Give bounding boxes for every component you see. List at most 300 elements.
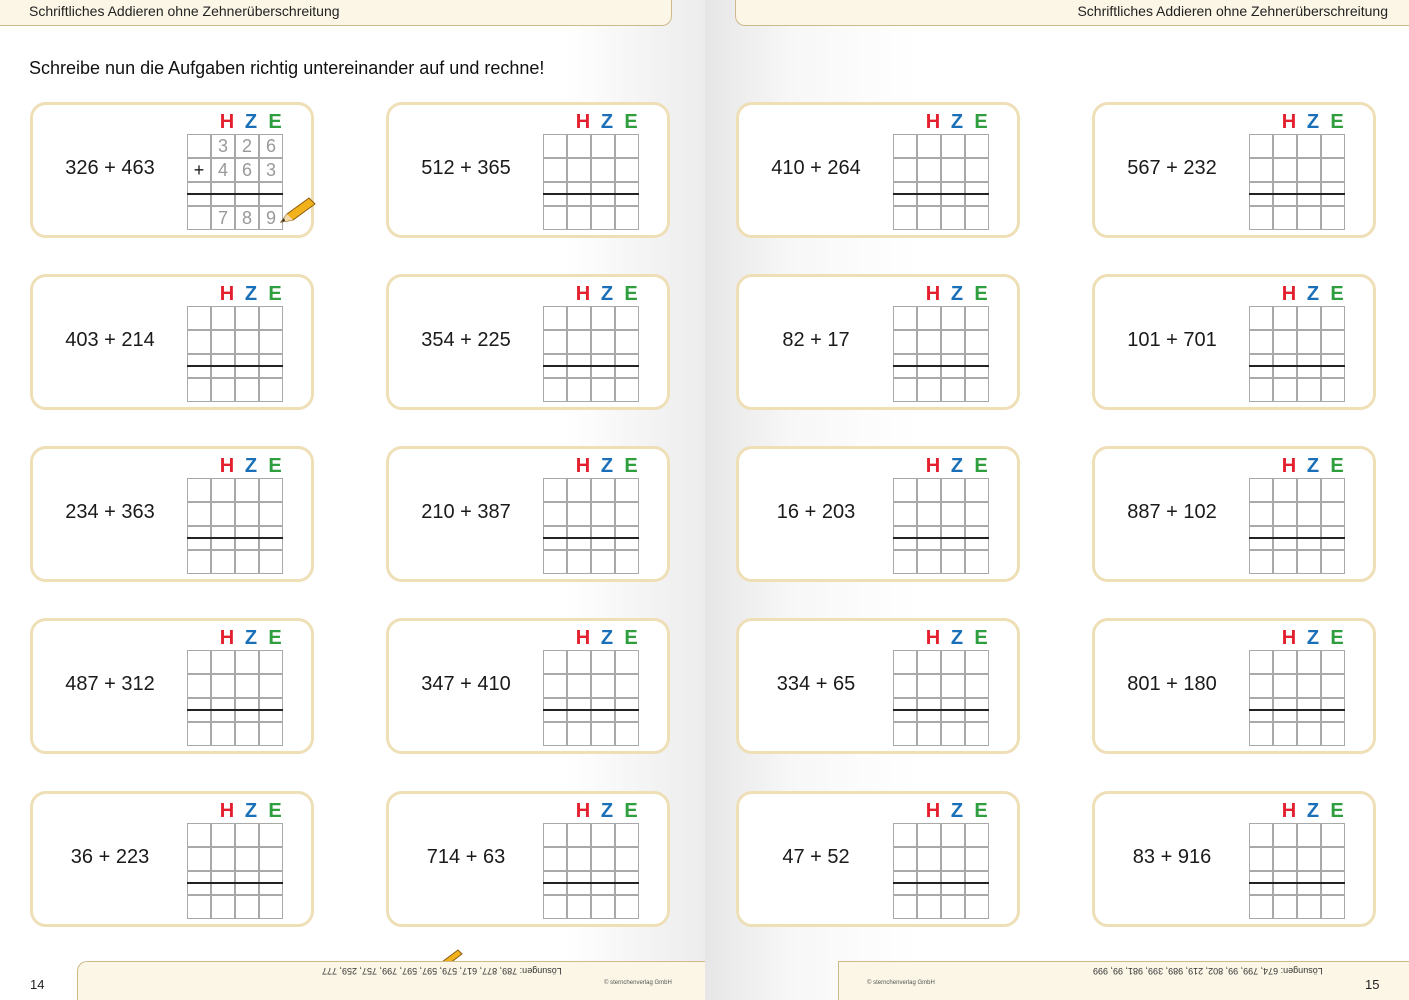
grid-cell[interactable]: 3 xyxy=(259,158,283,182)
grid-cell[interactable] xyxy=(917,710,941,722)
grid-cell[interactable] xyxy=(543,823,567,847)
grid-cell[interactable]: 6 xyxy=(259,134,283,158)
grid-cell[interactable] xyxy=(893,847,917,871)
grid-cell[interactable] xyxy=(259,895,283,919)
grid-cell[interactable] xyxy=(591,550,615,574)
grid-cell[interactable] xyxy=(893,158,917,182)
grid-cell[interactable] xyxy=(259,883,283,895)
grid-cell[interactable] xyxy=(187,502,211,526)
grid-cell[interactable] xyxy=(615,550,639,574)
grid-cell[interactable] xyxy=(1249,823,1273,847)
grid-cell[interactable] xyxy=(1273,378,1297,402)
grid-cell[interactable] xyxy=(187,206,211,230)
grid-cell[interactable] xyxy=(1321,158,1345,182)
grid-cell[interactable] xyxy=(1249,158,1273,182)
grid-cell[interactable] xyxy=(1249,206,1273,230)
grid-cell[interactable] xyxy=(893,378,917,402)
grid-cell[interactable] xyxy=(1297,330,1321,354)
grid-cell[interactable] xyxy=(259,550,283,574)
grid-cell[interactable] xyxy=(893,883,917,895)
grid-cell[interactable] xyxy=(1321,895,1345,919)
grid-cell[interactable] xyxy=(965,538,989,550)
grid-cell[interactable] xyxy=(567,722,591,746)
grid-cell[interactable] xyxy=(543,883,567,895)
grid-cell[interactable] xyxy=(917,134,941,158)
grid-cell[interactable] xyxy=(965,158,989,182)
grid-cell[interactable] xyxy=(1273,330,1297,354)
grid-cell[interactable] xyxy=(591,895,615,919)
grid-cell[interactable] xyxy=(941,378,965,402)
grid-cell[interactable] xyxy=(893,206,917,230)
grid-cell[interactable] xyxy=(1297,550,1321,574)
grid-cell[interactable] xyxy=(1297,306,1321,330)
grid-cell[interactable] xyxy=(893,823,917,847)
grid-cell[interactable] xyxy=(615,206,639,230)
grid-cell[interactable] xyxy=(543,502,567,526)
grid-cell[interactable] xyxy=(893,538,917,550)
grid-cell[interactable] xyxy=(211,823,235,847)
grid-cell[interactable] xyxy=(211,710,235,722)
grid-cell[interactable] xyxy=(917,306,941,330)
grid-cell[interactable] xyxy=(1249,194,1273,206)
grid-cell[interactable] xyxy=(1297,478,1321,502)
grid-cell[interactable] xyxy=(567,538,591,550)
grid-cell[interactable] xyxy=(211,722,235,746)
grid-cell[interactable] xyxy=(591,378,615,402)
grid-cell[interactable] xyxy=(259,502,283,526)
grid-cell[interactable] xyxy=(1273,823,1297,847)
grid-cell[interactable] xyxy=(211,847,235,871)
grid-cell[interactable]: 6 xyxy=(235,158,259,182)
grid-cell[interactable] xyxy=(1321,502,1345,526)
grid-cell[interactable] xyxy=(941,206,965,230)
grid-cell[interactable] xyxy=(893,502,917,526)
grid-cell[interactable] xyxy=(615,823,639,847)
grid-cell[interactable] xyxy=(615,847,639,871)
grid-cell[interactable] xyxy=(1249,502,1273,526)
grid-cell[interactable] xyxy=(1297,378,1321,402)
grid-cell[interactable] xyxy=(965,710,989,722)
grid-cell[interactable] xyxy=(615,502,639,526)
grid-cell[interactable] xyxy=(1297,134,1321,158)
grid-cell[interactable] xyxy=(917,378,941,402)
grid-cell[interactable] xyxy=(259,650,283,674)
grid-cell[interactable] xyxy=(615,366,639,378)
grid-cell[interactable] xyxy=(965,478,989,502)
grid-cell[interactable] xyxy=(615,895,639,919)
grid-cell[interactable] xyxy=(1249,895,1273,919)
grid-cell[interactable] xyxy=(615,134,639,158)
grid-cell[interactable] xyxy=(941,550,965,574)
grid-cell[interactable] xyxy=(567,650,591,674)
grid-cell[interactable] xyxy=(567,378,591,402)
grid-cell[interactable] xyxy=(259,722,283,746)
grid-cell[interactable]: + xyxy=(187,158,211,182)
grid-cell[interactable] xyxy=(917,883,941,895)
grid-cell[interactable] xyxy=(615,158,639,182)
grid-cell[interactable] xyxy=(893,366,917,378)
grid-cell[interactable] xyxy=(965,378,989,402)
grid-cell[interactable] xyxy=(543,378,567,402)
grid-cell[interactable] xyxy=(893,306,917,330)
grid-cell[interactable] xyxy=(941,823,965,847)
grid-cell[interactable] xyxy=(259,823,283,847)
grid-cell[interactable] xyxy=(211,650,235,674)
grid-cell[interactable] xyxy=(917,538,941,550)
grid-cell[interactable] xyxy=(259,538,283,550)
grid-cell[interactable] xyxy=(1321,134,1345,158)
grid-cell[interactable] xyxy=(965,674,989,698)
grid-cell[interactable] xyxy=(543,847,567,871)
grid-cell[interactable] xyxy=(567,710,591,722)
grid-cell[interactable] xyxy=(259,306,283,330)
grid-cell[interactable] xyxy=(591,847,615,871)
grid-cell[interactable] xyxy=(941,502,965,526)
grid-cell[interactable] xyxy=(1249,330,1273,354)
grid-cell[interactable] xyxy=(1297,674,1321,698)
grid-cell[interactable] xyxy=(591,206,615,230)
grid-cell[interactable] xyxy=(591,710,615,722)
grid-cell[interactable] xyxy=(567,883,591,895)
grid-cell[interactable] xyxy=(917,895,941,919)
grid-cell[interactable] xyxy=(543,550,567,574)
grid-cell[interactable] xyxy=(591,538,615,550)
grid-cell[interactable] xyxy=(211,883,235,895)
grid-cell[interactable] xyxy=(965,194,989,206)
grid-cell[interactable] xyxy=(965,823,989,847)
grid-cell[interactable] xyxy=(615,650,639,674)
grid-cell[interactable] xyxy=(941,330,965,354)
grid-cell[interactable] xyxy=(615,538,639,550)
grid-cell[interactable] xyxy=(187,650,211,674)
grid-cell[interactable] xyxy=(591,158,615,182)
grid-cell[interactable] xyxy=(187,330,211,354)
grid-cell[interactable] xyxy=(615,674,639,698)
grid-cell[interactable] xyxy=(187,134,211,158)
grid-cell[interactable] xyxy=(591,134,615,158)
grid-cell[interactable] xyxy=(1321,710,1345,722)
grid-cell[interactable] xyxy=(1249,378,1273,402)
grid-cell[interactable] xyxy=(917,550,941,574)
grid-cell[interactable] xyxy=(1297,366,1321,378)
grid-cell[interactable] xyxy=(615,710,639,722)
grid-cell[interactable] xyxy=(941,722,965,746)
grid-cell[interactable] xyxy=(917,847,941,871)
grid-cell[interactable] xyxy=(543,306,567,330)
grid-cell[interactable] xyxy=(1297,158,1321,182)
grid-cell[interactable] xyxy=(1273,550,1297,574)
grid-cell[interactable] xyxy=(1321,847,1345,871)
grid-cell[interactable] xyxy=(1249,650,1273,674)
grid-cell[interactable] xyxy=(187,823,211,847)
grid-cell[interactable] xyxy=(941,710,965,722)
grid-cell[interactable] xyxy=(1273,722,1297,746)
grid-cell[interactable] xyxy=(1297,194,1321,206)
grid-cell[interactable] xyxy=(543,206,567,230)
grid-cell[interactable] xyxy=(1249,366,1273,378)
grid-cell[interactable] xyxy=(965,502,989,526)
grid-cell[interactable] xyxy=(615,478,639,502)
grid-cell[interactable] xyxy=(1249,722,1273,746)
grid-cell[interactable] xyxy=(567,478,591,502)
grid-cell[interactable] xyxy=(187,478,211,502)
grid-cell[interactable] xyxy=(941,883,965,895)
grid-cell[interactable] xyxy=(543,674,567,698)
grid-cell[interactable] xyxy=(1249,478,1273,502)
grid-cell[interactable] xyxy=(211,550,235,574)
grid-cell[interactable] xyxy=(567,330,591,354)
grid-cell[interactable] xyxy=(1249,550,1273,574)
grid-cell[interactable] xyxy=(591,823,615,847)
grid-cell[interactable] xyxy=(235,847,259,871)
grid-cell[interactable] xyxy=(917,674,941,698)
grid-cell[interactable] xyxy=(187,194,211,206)
grid-cell[interactable] xyxy=(1273,478,1297,502)
grid-cell[interactable] xyxy=(1321,330,1345,354)
grid-cell[interactable] xyxy=(567,134,591,158)
grid-cell[interactable]: 2 xyxy=(235,134,259,158)
grid-cell[interactable] xyxy=(917,722,941,746)
grid-cell[interactable] xyxy=(591,194,615,206)
grid-cell[interactable] xyxy=(1273,650,1297,674)
grid-cell[interactable] xyxy=(893,710,917,722)
grid-cell[interactable] xyxy=(941,478,965,502)
grid-cell[interactable]: 7 xyxy=(211,206,235,230)
grid-cell[interactable] xyxy=(1249,710,1273,722)
grid-cell[interactable] xyxy=(965,883,989,895)
grid-cell[interactable] xyxy=(1297,895,1321,919)
grid-cell[interactable] xyxy=(965,550,989,574)
grid-cell[interactable] xyxy=(543,330,567,354)
grid-cell[interactable] xyxy=(591,650,615,674)
grid-cell[interactable] xyxy=(235,674,259,698)
grid-cell[interactable] xyxy=(591,502,615,526)
grid-cell[interactable] xyxy=(211,194,235,206)
grid-cell[interactable] xyxy=(591,722,615,746)
grid-cell[interactable] xyxy=(235,883,259,895)
grid-cell[interactable] xyxy=(187,306,211,330)
grid-cell[interactable] xyxy=(211,674,235,698)
grid-cell[interactable] xyxy=(211,538,235,550)
grid-cell[interactable] xyxy=(965,330,989,354)
grid-cell[interactable] xyxy=(1273,674,1297,698)
grid-cell[interactable] xyxy=(543,134,567,158)
grid-cell[interactable] xyxy=(941,306,965,330)
grid-cell[interactable]: 3 xyxy=(211,134,235,158)
grid-cell[interactable] xyxy=(187,538,211,550)
grid-cell[interactable] xyxy=(1321,206,1345,230)
grid-cell[interactable] xyxy=(965,847,989,871)
grid-cell[interactable] xyxy=(1297,650,1321,674)
grid-cell[interactable] xyxy=(1249,847,1273,871)
grid-cell[interactable] xyxy=(917,158,941,182)
grid-cell[interactable] xyxy=(211,378,235,402)
grid-cell[interactable] xyxy=(235,710,259,722)
grid-cell[interactable] xyxy=(235,306,259,330)
grid-cell[interactable] xyxy=(1273,306,1297,330)
grid-cell[interactable] xyxy=(941,158,965,182)
grid-cell[interactable] xyxy=(567,847,591,871)
grid-cell[interactable] xyxy=(235,550,259,574)
grid-cell[interactable] xyxy=(965,650,989,674)
grid-cell[interactable] xyxy=(965,206,989,230)
grid-cell[interactable] xyxy=(1321,194,1345,206)
grid-cell[interactable] xyxy=(615,883,639,895)
grid-cell[interactable] xyxy=(235,478,259,502)
grid-cell[interactable] xyxy=(893,895,917,919)
grid-cell[interactable] xyxy=(187,722,211,746)
grid-cell[interactable] xyxy=(1321,538,1345,550)
grid-cell[interactable] xyxy=(187,366,211,378)
grid-cell[interactable] xyxy=(917,502,941,526)
grid-cell[interactable] xyxy=(543,538,567,550)
grid-cell[interactable] xyxy=(1273,883,1297,895)
grid-cell[interactable] xyxy=(1321,722,1345,746)
grid-cell[interactable] xyxy=(917,823,941,847)
grid-cell[interactable] xyxy=(567,502,591,526)
grid-cell[interactable] xyxy=(543,722,567,746)
grid-cell[interactable] xyxy=(591,366,615,378)
grid-cell[interactable] xyxy=(1297,206,1321,230)
grid-cell[interactable] xyxy=(1321,366,1345,378)
grid-cell[interactable] xyxy=(567,306,591,330)
grid-cell[interactable] xyxy=(965,306,989,330)
grid-cell[interactable] xyxy=(187,674,211,698)
grid-cell[interactable] xyxy=(235,330,259,354)
grid-cell[interactable] xyxy=(917,330,941,354)
grid-cell[interactable] xyxy=(567,550,591,574)
grid-cell[interactable] xyxy=(259,710,283,722)
grid-cell[interactable] xyxy=(615,194,639,206)
grid-cell[interactable] xyxy=(1249,538,1273,550)
grid-cell[interactable] xyxy=(893,550,917,574)
grid-cell[interactable] xyxy=(1321,883,1345,895)
grid-cell[interactable] xyxy=(893,194,917,206)
grid-cell[interactable] xyxy=(1249,306,1273,330)
grid-cell[interactable] xyxy=(1273,502,1297,526)
grid-cell[interactable] xyxy=(941,895,965,919)
grid-cell[interactable] xyxy=(1297,847,1321,871)
grid-cell[interactable] xyxy=(1273,366,1297,378)
grid-cell[interactable] xyxy=(235,823,259,847)
grid-cell[interactable] xyxy=(1321,478,1345,502)
grid-cell[interactable] xyxy=(941,366,965,378)
grid-cell[interactable] xyxy=(1273,158,1297,182)
grid-cell[interactable] xyxy=(1321,823,1345,847)
grid-cell[interactable] xyxy=(259,674,283,698)
grid-cell[interactable] xyxy=(965,895,989,919)
grid-cell[interactable] xyxy=(211,330,235,354)
grid-cell[interactable] xyxy=(893,134,917,158)
grid-cell[interactable] xyxy=(259,366,283,378)
grid-cell[interactable] xyxy=(187,883,211,895)
grid-cell[interactable] xyxy=(211,366,235,378)
grid-cell[interactable] xyxy=(543,650,567,674)
grid-cell[interactable] xyxy=(941,674,965,698)
grid-cell[interactable] xyxy=(187,550,211,574)
grid-cell[interactable] xyxy=(211,895,235,919)
grid-cell[interactable] xyxy=(893,330,917,354)
grid-cell[interactable] xyxy=(235,366,259,378)
grid-cell[interactable] xyxy=(591,883,615,895)
grid-cell[interactable] xyxy=(235,895,259,919)
grid-cell[interactable] xyxy=(917,366,941,378)
grid-cell[interactable] xyxy=(941,194,965,206)
grid-cell[interactable] xyxy=(1297,883,1321,895)
grid-cell[interactable] xyxy=(543,895,567,919)
grid-cell[interactable] xyxy=(1297,823,1321,847)
grid-cell[interactable] xyxy=(567,194,591,206)
grid-cell[interactable] xyxy=(591,674,615,698)
grid-cell[interactable] xyxy=(1297,710,1321,722)
grid-cell[interactable] xyxy=(235,502,259,526)
grid-cell[interactable] xyxy=(187,378,211,402)
grid-cell[interactable] xyxy=(941,847,965,871)
grid-cell[interactable] xyxy=(235,378,259,402)
grid-cell[interactable] xyxy=(259,330,283,354)
grid-cell[interactable]: 9 xyxy=(259,206,283,230)
grid-cell[interactable] xyxy=(615,722,639,746)
grid-cell[interactable] xyxy=(567,674,591,698)
grid-cell[interactable] xyxy=(893,674,917,698)
grid-cell[interactable] xyxy=(187,710,211,722)
grid-cell[interactable] xyxy=(893,478,917,502)
grid-cell[interactable] xyxy=(893,650,917,674)
grid-cell[interactable] xyxy=(1321,674,1345,698)
grid-cell[interactable] xyxy=(965,722,989,746)
grid-cell[interactable] xyxy=(187,847,211,871)
grid-cell[interactable] xyxy=(615,378,639,402)
grid-cell[interactable] xyxy=(187,895,211,919)
grid-cell[interactable] xyxy=(543,478,567,502)
grid-cell[interactable] xyxy=(259,478,283,502)
grid-cell[interactable] xyxy=(1249,134,1273,158)
grid-cell[interactable] xyxy=(1249,883,1273,895)
grid-cell[interactable] xyxy=(591,478,615,502)
grid-cell[interactable] xyxy=(941,134,965,158)
grid-cell[interactable] xyxy=(591,330,615,354)
grid-cell[interactable]: 8 xyxy=(235,206,259,230)
grid-cell[interactable] xyxy=(567,158,591,182)
grid-cell[interactable] xyxy=(235,722,259,746)
grid-cell[interactable] xyxy=(567,206,591,230)
grid-cell[interactable] xyxy=(235,194,259,206)
grid-cell[interactable] xyxy=(1297,502,1321,526)
grid-cell[interactable] xyxy=(917,650,941,674)
grid-cell[interactable] xyxy=(917,194,941,206)
grid-cell[interactable] xyxy=(567,366,591,378)
grid-cell[interactable] xyxy=(235,650,259,674)
grid-cell[interactable] xyxy=(259,378,283,402)
grid-cell[interactable] xyxy=(1297,538,1321,550)
grid-cell[interactable] xyxy=(1249,674,1273,698)
grid-cell[interactable] xyxy=(965,134,989,158)
grid-cell[interactable] xyxy=(1273,710,1297,722)
grid-cell[interactable] xyxy=(941,538,965,550)
grid-cell[interactable] xyxy=(211,478,235,502)
grid-cell[interactable] xyxy=(965,366,989,378)
grid-cell[interactable] xyxy=(615,330,639,354)
grid-cell[interactable] xyxy=(1321,650,1345,674)
grid-cell[interactable] xyxy=(567,823,591,847)
grid-cell[interactable] xyxy=(543,194,567,206)
grid-cell[interactable] xyxy=(917,478,941,502)
grid-cell[interactable] xyxy=(1273,134,1297,158)
grid-cell[interactable] xyxy=(211,306,235,330)
grid-cell[interactable] xyxy=(1321,378,1345,402)
grid-cell[interactable] xyxy=(1273,538,1297,550)
grid-cell[interactable] xyxy=(211,502,235,526)
